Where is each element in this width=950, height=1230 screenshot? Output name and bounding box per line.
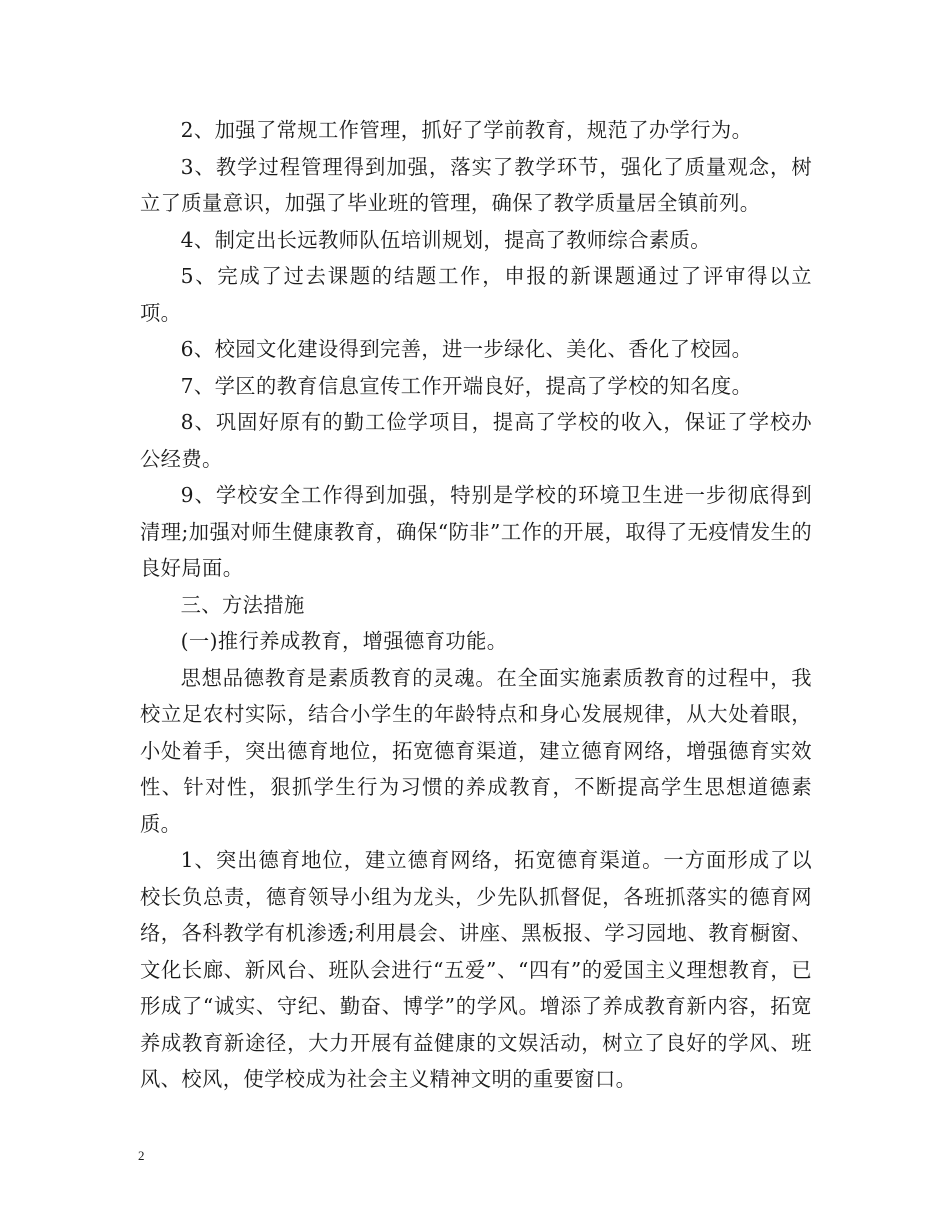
paragraph-moral-education-point-1: 1、突出德育地位，建立德育网络，拓宽德育渠道。一方面形成了以校长负总责，德育领导小组为龙头，少先队抓督促，各班抓落实的德育网络，各科教学有机渗透;利用晨会、讲座、黑板报、学习园地、教育橱窗、文化长廊、新风台、班队会进行“五爱”、“四有”的爱国主义理想教育，已形成了“诚实、守纪、勤奋、博学”的学风。增添了养成教育新内容，拓宽养成教育新途径，大力开展有益健康的文娱活动，树立了良好的学风、班风、校风，使学校成为社会主义精神文明的重要窗口。 (140, 848, 812, 1091)
page-number: 2 (138, 1148, 145, 1163)
paragraph-item-2: 2、加强了常规工作管理，抓好了学前教育，规范了办学行为。 (180, 118, 753, 142)
paragraph-item-9: 9、学校安全工作得到加强，特别是学校的环境卫生进一步彻底得到清理;加强对师生健康教育，确保“防非”工作的开展，取得了无疫情发生的良好局面。 (140, 483, 812, 580)
paragraph-item-5: 5、完成了过去课题的结题工作，申报的新课题通过了评审得以立项。 (140, 264, 812, 325)
paragraph-moral-education-intro: 思想品德教育是素质教育的灵魂。在全面实施素质教育的过程中，我校立足农村实际，结合小学生的年龄特点和身心发展规律，从大处着眼，小处着手，突出德育地位，拓宽德育渠道，建立德育网络，增强德育实效性、针对性，狠抓学生行为习惯的养成教育，不断提高学生思想道德素质。 (140, 665, 812, 836)
paragraph-item-6: 6、校园文化建设得到完善，进一步绿化、美化、香化了校园。 (180, 337, 753, 361)
paragraph-item-8: 8、巩固好原有的勤工俭学项目，提高了学校的收入，保证了学校办公经费。 (140, 410, 812, 471)
subsection-heading-moral-education: (一)推行养成教育，增强德育功能。 (180, 629, 508, 653)
paragraph-item-4: 4、制定出长远教师队伍培训规划，提高了教师综合素质。 (180, 227, 711, 252)
section-heading-methods: 三、方法措施 (180, 592, 305, 617)
document-body (140, 112, 812, 1098)
paragraph-item-3: 3、教学过程管理得到加强，落实了教学环节，强化了质量观念，树立了质量意识，加强了毕业班的管理，确保了教学质量居全镇前列。 (140, 154, 812, 215)
paragraph-item-7: 7、学区的教育信息宣传工作开端良好，提高了学校的知名度。 (180, 373, 753, 398)
